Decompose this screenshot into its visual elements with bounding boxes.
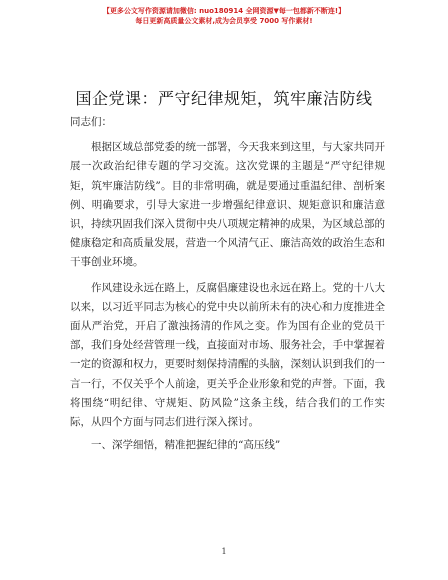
body-paragraph: 作风建设永远在路上，反腐倡廉建设也永远在路上。党的十八大以来，以习近平同志为核心的党中央以前所未有的决心和力度推进全面从严治党，开启了激浊扬清的作风之变。作为国有企业的党员干部，我们身处经营管理一线，直接面对市场、服务社会，手中掌握着一定的资源和权力，更要时刻保持清醒的头脑，深刻认识到我们的一言一行，不仅关乎个人前途，更关乎企业形象和党的声誉。下面，我将围绕“明纪律、守规矩、防风险”这条主线，结合我们的工作实际，从四个方面与同志们进行深入探讨。: [70, 281, 385, 429]
section-heading: 一、深学细悟，精准把握纪律的“高压线”: [91, 439, 281, 452]
document-title: 国企党课：严守纪律规矩，筑牢廉洁防线: [75, 89, 373, 108]
greeting: 同志们：: [70, 116, 112, 128]
document-body: [70, 113, 385, 455]
promo-banner-line2: 每日更新高质量公文素材,成为会员享受 7000 写作素材!: [135, 17, 313, 25]
body-paragraph: 根据区域总部党委的统一部署，今天我来到这里，与大家共同开展一次政治纪律专题的学习交流。这次党课的主题是“严守纪律规矩，筑牢廉洁防线”。目的非常明确，就是要通过重温纪律、剖析案例、明确要求，引导大家进一步增强纪律意识、规矩意识和廉洁意识，持续巩固我们深入贯彻中央八项规定精神的成果，为区域总部的健康稳定和高质量发展，营造一个风清气正、廉洁高效的政治生态和干事创业环境。: [70, 141, 385, 269]
page-number: 1: [221, 547, 227, 556]
promo-banner: [0, 6, 448, 26]
promo-banner-line1: 【更多公文写作资源请加微信: nuo180914 全网资源▼每一包都新不断连!】: [102, 7, 346, 15]
